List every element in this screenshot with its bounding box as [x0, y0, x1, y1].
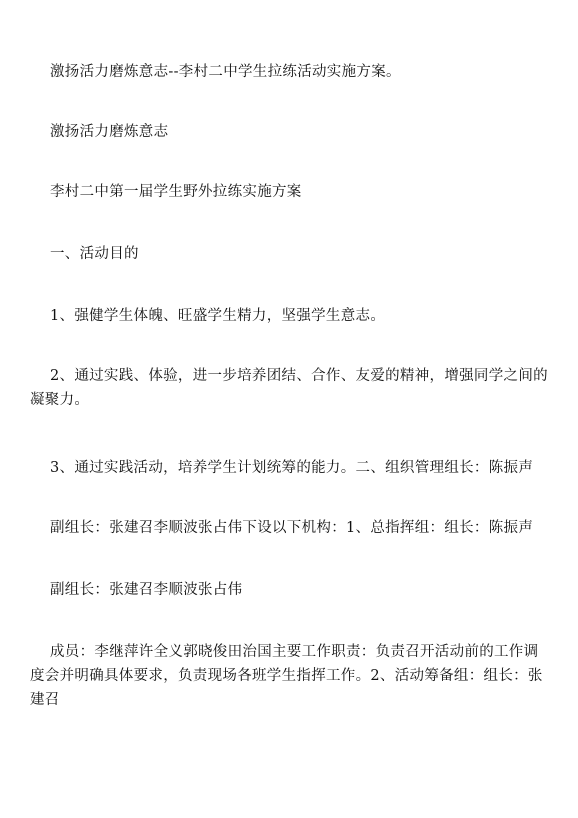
paragraph-5: 1、强健学生体魄、旺盛学生精力，坚强学生意志。: [50, 308, 386, 324]
section-heading-1: 一、活动目的: [50, 246, 139, 262]
paragraph-1: 激扬活力磨炼意志--李村二中学生拉练活动实施方案。: [50, 64, 401, 80]
paragraph-6: 2、通过实践、体验，进一步培养团结、合作、友爱的精神，增强同学之间的凝聚力。: [30, 368, 548, 408]
paragraph-8: 副组长：张建召李顺波张占伟下设以下机构：1、总指挥组：组长：陈振声: [50, 520, 534, 536]
paragraph-10: 成员：李继萍许全义郭晓俊田治国主要工作职责：负责召开活动前的工作调度会并明确具体要求，负责现场各班学生指挥工作。2、活动筹备组：组长：张建召: [30, 644, 543, 708]
paragraph-2: 激扬活力磨炼意志: [50, 124, 169, 140]
paragraph-9: 副组长：张建召李顺波张占伟: [50, 582, 243, 598]
paragraph-3: 李村二中第一届学生野外拉练实施方案: [50, 184, 302, 200]
paragraph-7: 3、通过实践活动，培养学生计划统筹的能力。二、组织管理组长：陈振声: [50, 460, 534, 476]
